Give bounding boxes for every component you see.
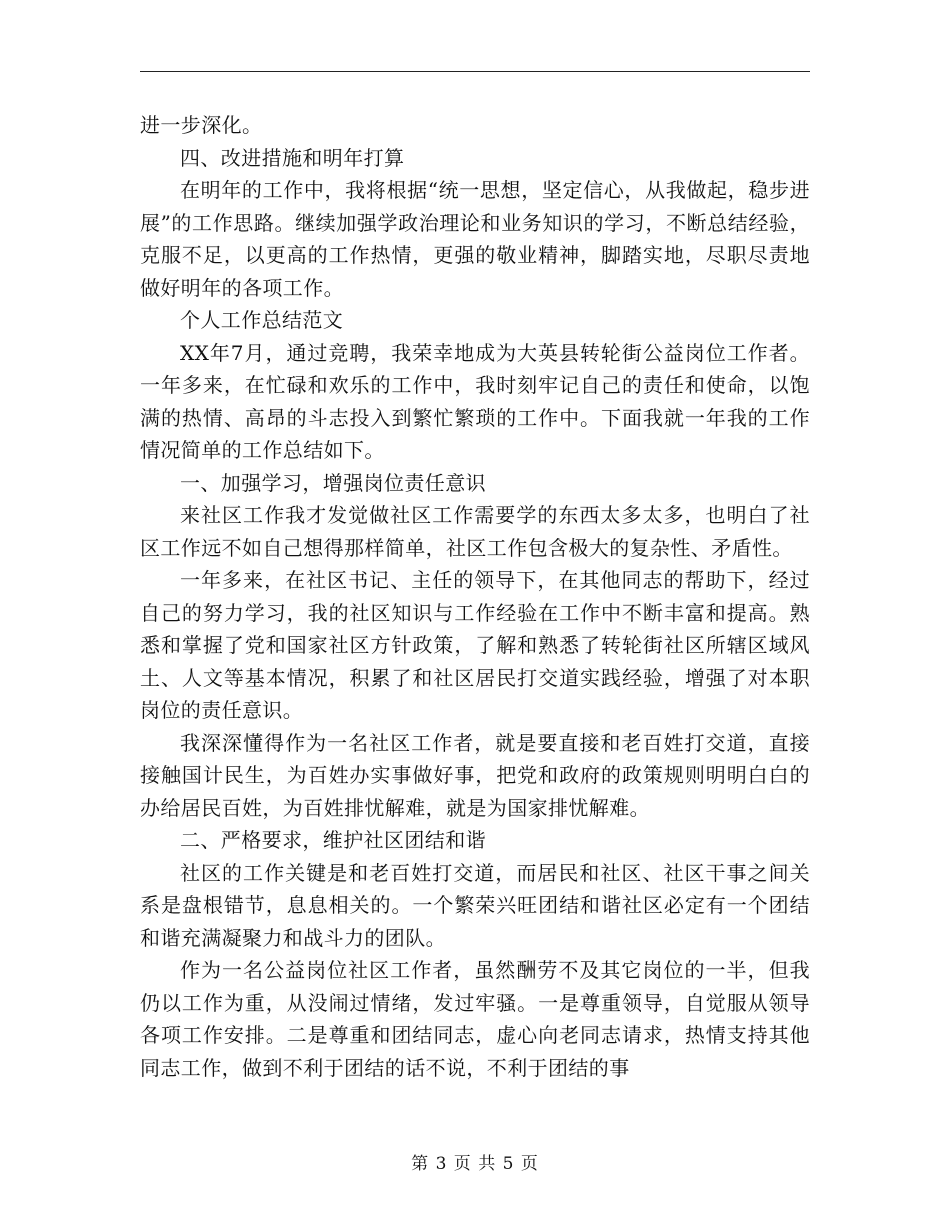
document-body <box>140 109 810 1084</box>
section-heading-improvements: 四、改进措施和明年打算 <box>180 145 405 170</box>
header-rule <box>140 71 810 72</box>
paragraph-7: 来社区工作我才发觉做社区工作需要学的东西太多太多，也明白了社区工作远不如自己想得那样简单，社区工作包含极大的复杂性、矛盾性。 <box>140 503 810 560</box>
paragraph-5: XX年7月，通过竞聘，我荣幸地成为大英县转轮街公益岗位工作者。一年多来，在忙碌和欢乐的工作中，我时刻牢记自己的责任和使命，以饱满的热情、高昂的斗志投入到繁忙繁琐的工作中。下面我就一年我的工作情况简单的工作总结如下。 <box>140 340 810 462</box>
page-number-footer: 第 3 页 共 5 页 <box>411 1154 539 1174</box>
paragraph-3: 在明年的工作中，我将根据“统一思想，坚定信心，从我做起，稳步进展”的工作思路。继续加强学政治理论和业务知识的学习，不断总结经验，克服不足，以更高的工作热情，更强的敬业精神，脚踏实地，尽职尽责地做好明年的各项工作。 <box>140 178 810 300</box>
section-heading-sample-title: 个人工作总结范文 <box>180 308 344 332</box>
section-heading-harmony: 二、严格要求，维护社区团结和谐 <box>180 828 486 852</box>
paragraph-11: 社区的工作关键是和老百姓打交道，而居民和社区、社区干事之间关系是盘根错节，息息相关的。一个繁荣兴旺团结和谐社区必定有一个团结和谐充满凝聚力和战斗力的团队。 <box>140 860 810 950</box>
section-heading-learning: 一、加强学习，增强岗位责任意识 <box>180 470 486 495</box>
paragraph-8: 一年多来，在社区书记、主任的领导下，在其他同志的帮助下，经过自己的努力学习，我的社区知识与工作经验在工作中不断丰富和提高。熟悉和掌握了党和国家社区方针政策，了解和熟悉了转轮街社区所辖区域风土、人文等基本情况，积累了和社区居民打交道实践经验，增强了对本职岗位的责任意识。 <box>140 568 810 722</box>
paragraph-1: 进一步深化。 <box>140 113 263 137</box>
paragraph-12: 作为一名公益岗位社区工作者，虽然酬劳不及其它岗位的一半，但我仍以工作为重，从没闹过情绪，发过牢骚。一是尊重领导，自觉服从领导各项工作安排。二是尊重和团结同志，虚心向老同志请求，热情支持其他同志工作，做到不利于团结的话不说，不利于团结的事 <box>140 958 810 1080</box>
paragraph-9: 我深深懂得作为一名社区工作者，就是要直接和老百姓打交道，直接接触国计民生，为百姓办实事做好事，把党和政府的政策规则明明白白的办给居民百姓，为百姓排忧解难，就是为国家排忧解难。 <box>140 730 810 820</box>
